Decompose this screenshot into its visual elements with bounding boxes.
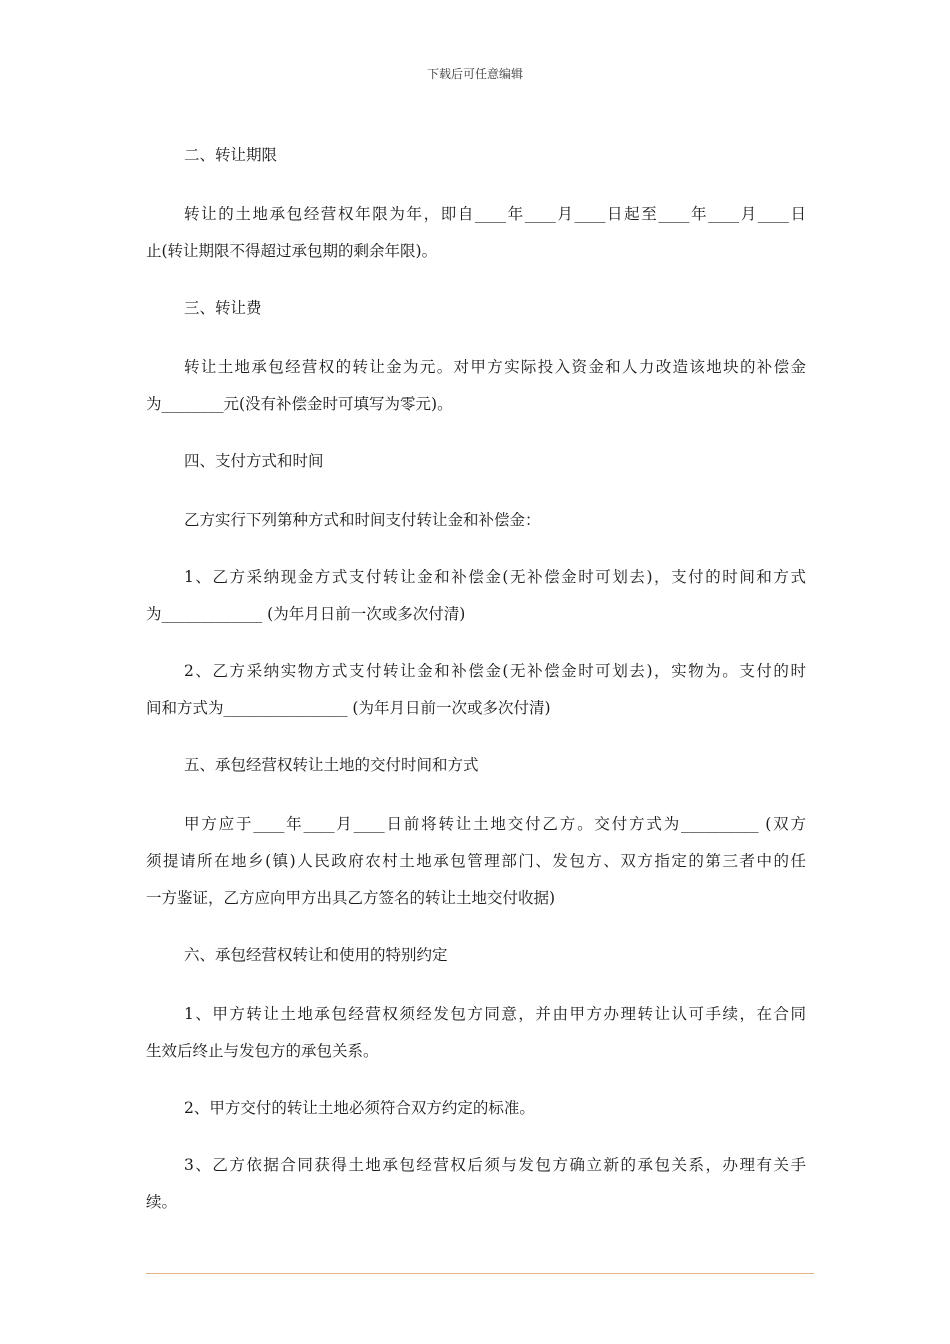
paragraph-line: 转让土地承包经营权的转让金为元。对甲方实际投入资金和人力改造该地块的补偿金 [184, 358, 806, 376]
paragraph-line: 甲方应于____年____月____日前将转让土地交付乙方。交付方式为__________ (双方 [184, 815, 806, 833]
list-item-line: 1、乙方采纳现金方式支付转让金和补偿金(无补偿金时可划去)，支付的时间和方式 [184, 568, 806, 586]
paragraph-line: 转让的土地承包经营权年限为年，即自____年____月____日起至____年____月____日 [184, 205, 806, 223]
footer-divider [146, 1273, 814, 1274]
section-heading-fee: 三、转让费 [184, 299, 262, 317]
list-item-line: 3、乙方依据合同获得土地承包经营权后须与发包方确立新的承包关系，办理有关手 [184, 1156, 806, 1174]
page-header: 下载后可任意编辑 [426, 67, 523, 81]
list-item-line: 2、乙方采纳实物方式支付转让金和补偿金(无补偿金时可划去)，实物为。支付的时 [184, 662, 806, 680]
section-heading-delivery: 五、承包经营权转让土地的交付时间和方式 [184, 756, 479, 774]
paragraph-line: 止(转让期限不得超过承包期的剩余年限)。 [146, 242, 438, 260]
list-item-line: 2、甲方交付的转让土地必须符合双方约定的标准。 [184, 1099, 535, 1117]
section-heading-special-terms: 六、承包经营权转让和使用的特别约定 [184, 946, 448, 964]
list-item-line: 生效后终止与发包方的承包关系。 [146, 1042, 379, 1060]
list-item-line: 1、甲方转让土地承包经营权须经发包方同意，并由甲方办理转让认可手续，在合同 [184, 1005, 806, 1023]
list-item-line: 续。 [146, 1193, 178, 1211]
paragraph-line: 一方鉴证，乙方应向甲方出具乙方签名的转让土地交付收据) [146, 889, 556, 907]
section-heading-term: 二、转让期限 [184, 146, 278, 164]
list-item-line: 间和方式为________________ (为年月日前一次或多次付清) [146, 699, 551, 717]
paragraph-line: 须提请所在地乡(镇)人民政府农村土地承包管理部门、发包方、双方指定的第三者中的任 [146, 852, 806, 870]
paragraph-line: 为________元(没有补偿金时可填写为零元)。 [146, 395, 453, 413]
document-body [146, 146, 806, 1212]
list-item-line: 为_____________ (为年月日前一次或多次付清) [146, 605, 466, 623]
paragraph-line: 乙方实行下列第种方式和时间支付转让金和补偿金： [184, 511, 541, 529]
section-heading-payment: 四、支付方式和时间 [184, 452, 324, 470]
